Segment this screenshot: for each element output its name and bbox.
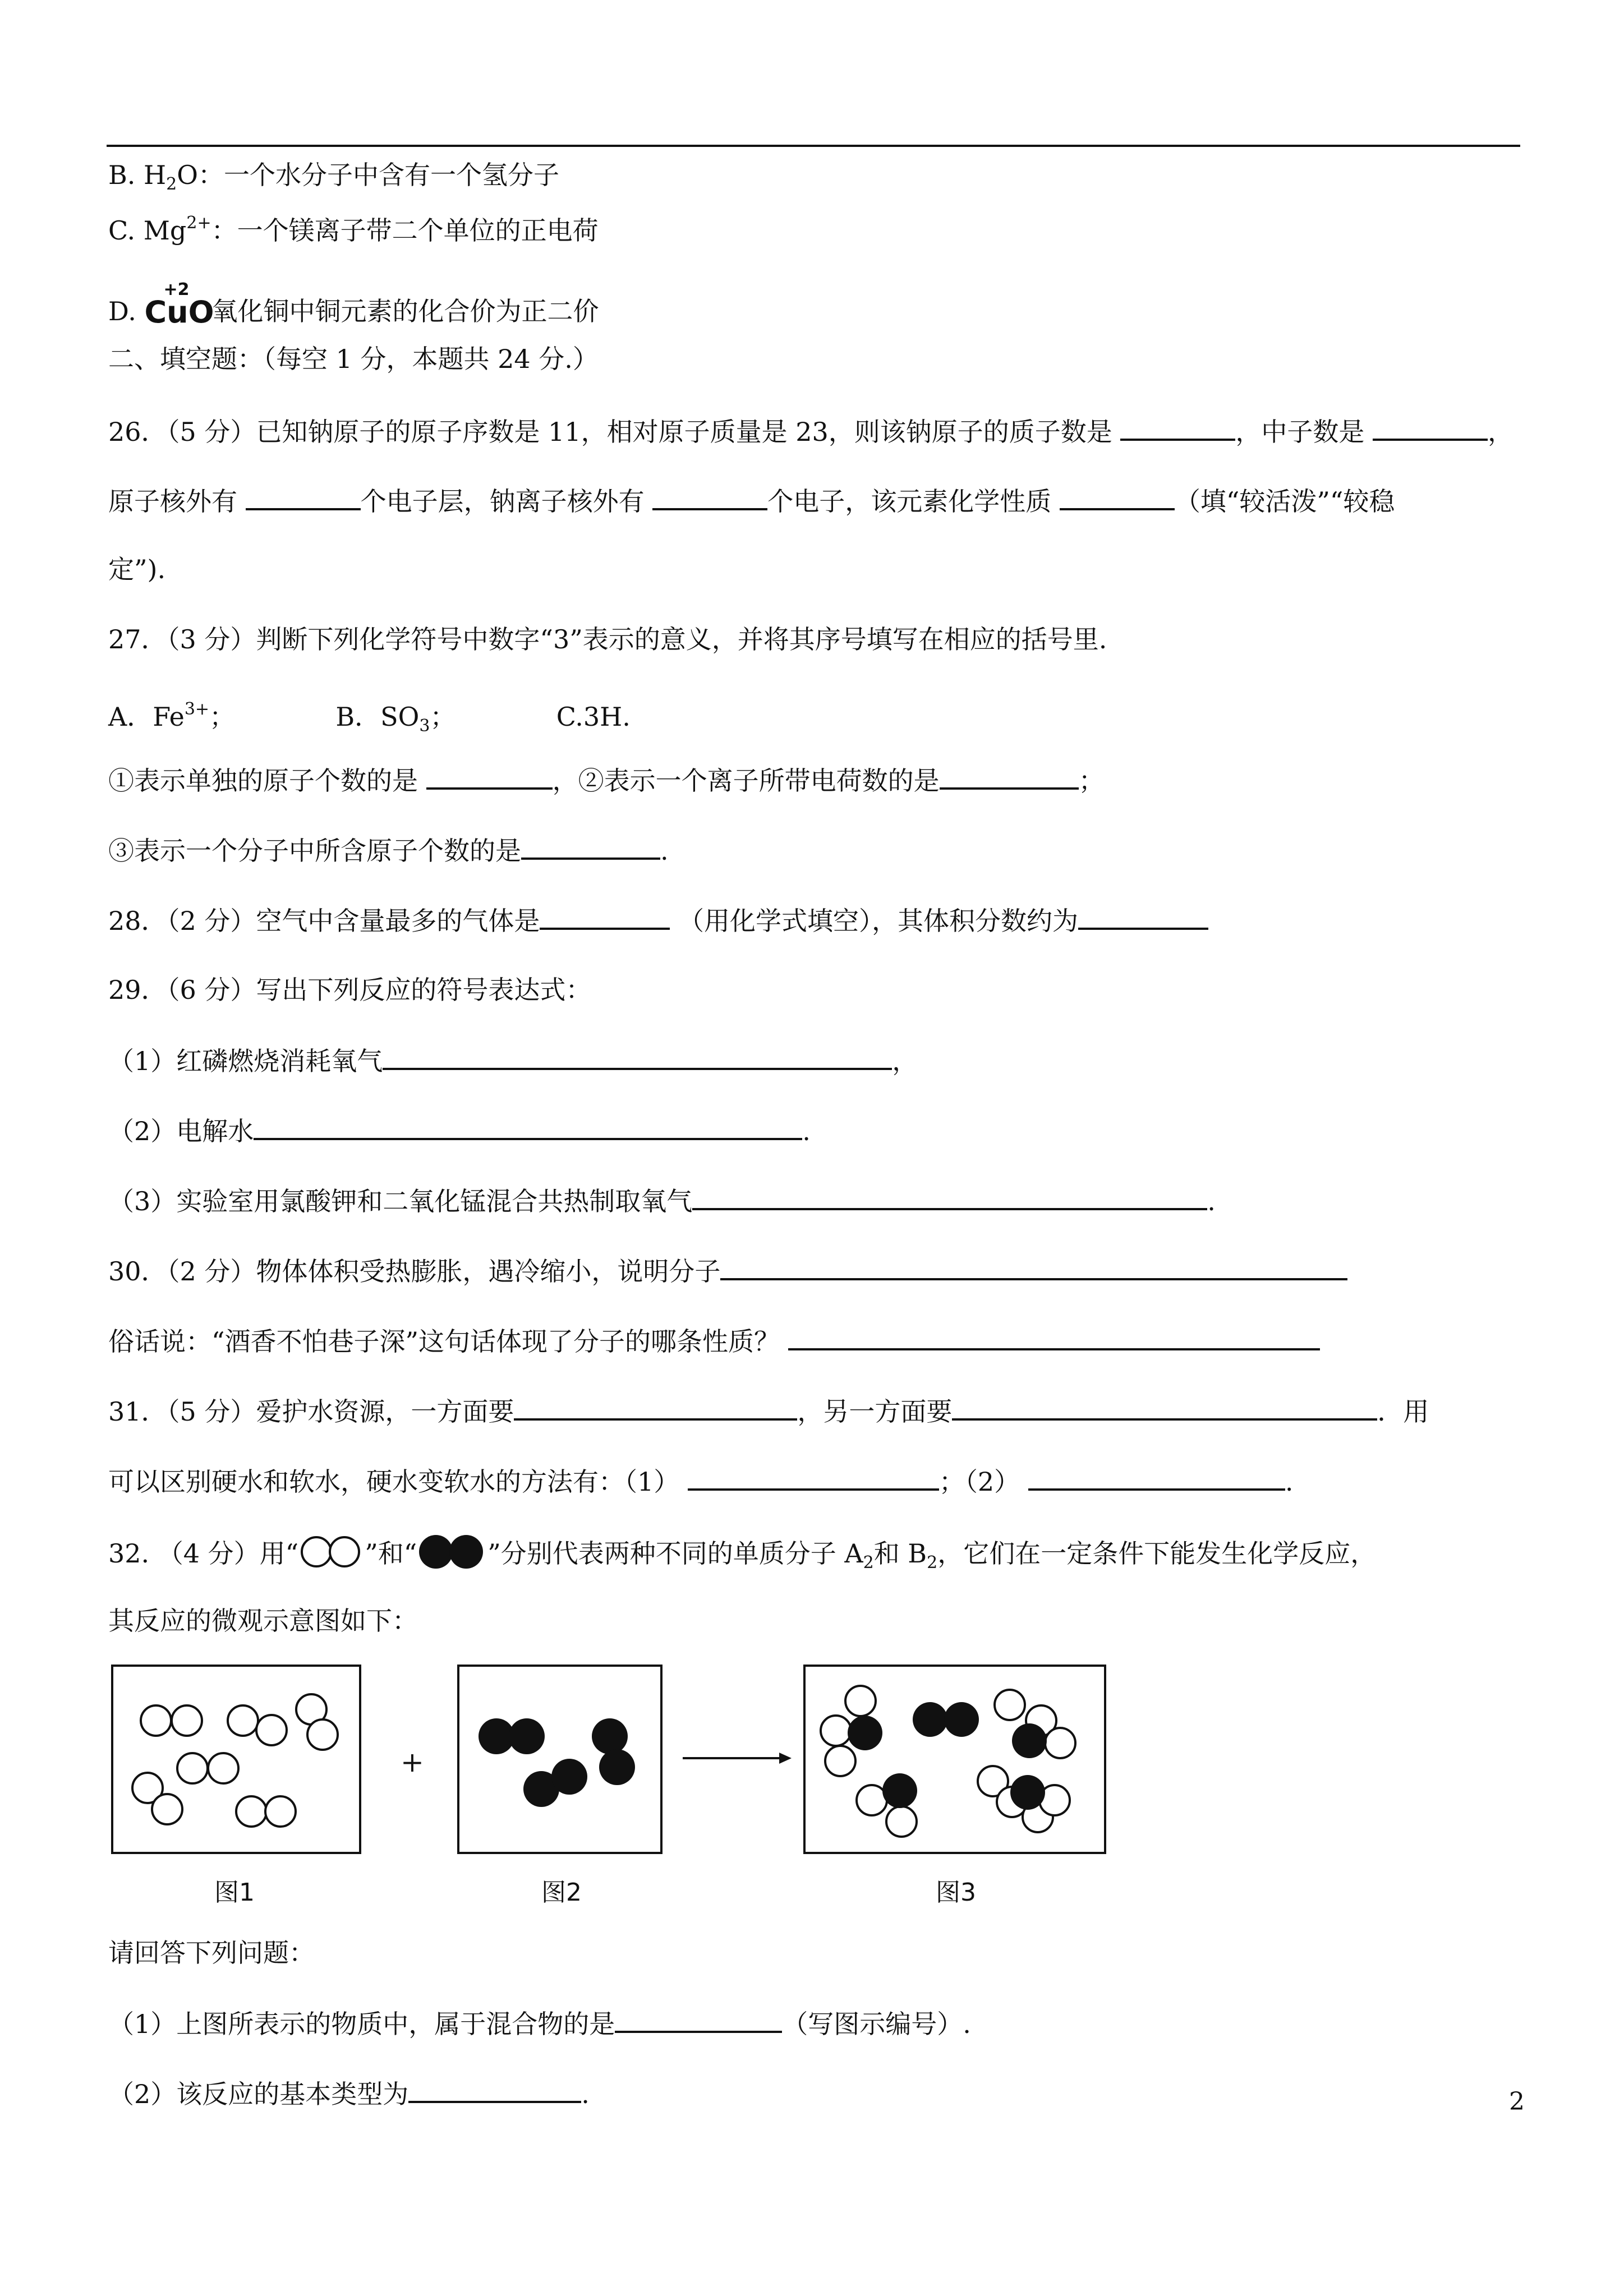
answer-blank[interactable] <box>540 903 670 930</box>
answer-blank[interactable] <box>514 1394 797 1421</box>
figure-3-box <box>803 1665 1106 1854</box>
q26-text-f: 个电子，该元素化学性质 <box>767 486 1052 517</box>
question-30 <box>108 1253 1347 1288</box>
q27-option-b-tail: ； <box>430 702 456 732</box>
q32-text-b: ”和“ <box>365 1538 417 1569</box>
q26-text-g: （填“较活泼”“较稳 <box>1174 486 1395 517</box>
q30-text: 30．（2 分）物体体积受热膨胀，遇冷缩小，说明分子 <box>108 1256 721 1287</box>
answer-blank[interactable] <box>615 2006 782 2033</box>
question-29: 29．（6 分）写出下列反应的符号表达式： <box>108 975 592 1005</box>
q31-text-e: ；（2） <box>938 1467 1020 1497</box>
question-27-part3 <box>108 833 669 868</box>
question-32-part1 <box>108 2006 971 2041</box>
q27-option-a: A．Fe <box>108 702 185 732</box>
answer-blank[interactable] <box>1373 414 1488 441</box>
answer-blank[interactable] <box>692 1183 1207 1210</box>
q32-text-a: 32. （4 分）用“ <box>108 1538 299 1569</box>
q32-text-d: 和 B <box>873 1538 927 1569</box>
q27-part3-text: ③表示一个分子中所含原子个数的是 <box>108 836 521 866</box>
q27-option-c: C.3H. <box>556 702 631 732</box>
answer-blank[interactable] <box>652 483 767 510</box>
q26-text-c: ， <box>1487 417 1513 447</box>
option-b-tail: O：一个水分子中含有一个氢分子 <box>177 160 559 190</box>
cuo-valence-formula <box>144 280 214 330</box>
subscript: 3 <box>419 716 430 736</box>
cuo-formula: CuO <box>144 294 214 330</box>
figure-2-box <box>457 1665 663 1854</box>
valence-mark: +2 <box>163 280 190 299</box>
answer-blank[interactable] <box>1120 414 1235 441</box>
subscript: 2 <box>863 1553 874 1573</box>
answer-blank[interactable] <box>254 1113 802 1140</box>
question-30-part2 <box>108 1324 1320 1358</box>
plus-sign: + <box>401 1746 424 1778</box>
question-29-part2 <box>108 1113 811 1148</box>
header-rule <box>107 145 1520 147</box>
question-26-line2 <box>108 483 1395 518</box>
q26-text-a: 26．（5 分）已知钠原子的原子序数是 11，相对原子质量是 23，则该钠原子的质子数是 <box>108 417 1112 447</box>
punctuation: . <box>802 1116 811 1146</box>
page-number: 2 <box>1509 2087 1525 2116</box>
q31-text-a: 31．（5 分）爱护水资源，一方面要 <box>108 1396 514 1427</box>
reaction-arrow-icon <box>682 1750 794 1767</box>
figure-3-caption: 图3 <box>936 1878 976 1907</box>
q32-part2-text: （2）该反应的基本类型为 <box>108 2079 409 2109</box>
answer-blank[interactable] <box>688 1464 939 1491</box>
q27-option-a-tail: ； <box>209 702 236 732</box>
b2-molecule-icon <box>417 1534 487 1578</box>
answer-blank[interactable] <box>1060 483 1175 510</box>
q31-text-f: . <box>1285 1467 1294 1497</box>
superscript: 2+ <box>186 213 211 233</box>
punctuation: . <box>660 836 669 866</box>
question-32-line2: 其反应的微观示意图如下： <box>108 1606 418 1636</box>
subscript: 2 <box>927 1553 938 1573</box>
option-c-text: C. Mg <box>108 215 187 246</box>
option-c <box>108 206 599 247</box>
q27-part1-text: ①表示单独的原子个数的是 <box>108 766 418 796</box>
q26-text-e: 个电子层，钠离子核外有 <box>360 486 645 517</box>
q28-text-b: （用化学式填空），其体积分数约为 <box>678 906 1079 936</box>
answer-blank[interactable] <box>246 483 361 510</box>
q29-part2-text: （2）电解水 <box>108 1116 254 1146</box>
question-28 <box>108 903 1208 938</box>
answer-blank[interactable] <box>408 2076 581 2103</box>
answer-blank[interactable] <box>383 1043 892 1070</box>
option-b <box>108 158 559 201</box>
q31-text-b: ，另一方面要 <box>797 1396 953 1427</box>
question-29-part1 <box>108 1043 918 1078</box>
q32-text-c: ”分别代表两种不同的单质分子 A <box>487 1538 863 1569</box>
answer-blank[interactable] <box>940 763 1079 790</box>
figure-1-caption: 图1 <box>214 1878 255 1907</box>
option-c-tail: ：一个镁离子带二个单位的正电荷 <box>211 215 599 246</box>
q32-part1-text: （1）上图所表示的物质中，属于混合物的是 <box>108 2009 615 2039</box>
question-31-line1 <box>108 1394 1429 1428</box>
q32-text-e: ，它们在一定条件下能发生化学反应， <box>937 1538 1377 1569</box>
q29-part1-text: （1）红磷燃烧消耗氧气 <box>108 1046 383 1076</box>
option-d <box>108 280 599 330</box>
question-29-part3 <box>108 1183 1216 1218</box>
question-27: 27．（3 分）判断下列化学符号中数字“3”表示的意义，并将其序号填写在相应的括号里. <box>108 624 1107 654</box>
answer-prompt: 请回答下列问题： <box>108 1938 315 1968</box>
answer-blank[interactable] <box>952 1394 1377 1421</box>
q27-part2-text: ，②表示一个离子所带电荷数的是 <box>552 766 940 796</box>
question-32-part2 <box>108 2076 590 2111</box>
punctuation: . <box>581 2079 590 2109</box>
question-31-line2 <box>108 1464 1293 1499</box>
option-d-tail: 氧化铜中铜元素的化合价为正二价 <box>211 296 599 326</box>
punctuation: . <box>1207 1186 1216 1216</box>
q27-option-b: B．SO <box>335 702 420 732</box>
q26-text-b: ，中子数是 <box>1235 417 1365 447</box>
q26-text-d: 原子核外有 <box>108 486 237 517</box>
punctuation: ； <box>1078 766 1105 796</box>
a2-molecule-icon <box>298 1534 365 1578</box>
superscript: 3+ <box>184 699 210 719</box>
figure-2-caption: 图2 <box>541 1878 582 1907</box>
question-27-options <box>108 693 631 743</box>
subscript: 2 <box>166 174 177 194</box>
question-26-line3: 定”). <box>108 554 166 584</box>
punctuation: ， <box>892 1046 918 1076</box>
answer-blank[interactable] <box>1028 1464 1285 1491</box>
answer-blank[interactable] <box>1078 903 1208 930</box>
q31-text-d: 可以区别硬水和软水，硬水变软水的方法有：（1） <box>108 1467 680 1497</box>
question-32-line1 <box>108 1534 1376 1580</box>
figure-1-box <box>111 1665 361 1854</box>
q32-part1-end: （写图示编号）. <box>782 2009 971 2039</box>
q28-text-a: 28．（2 分）空气中含量最多的气体是 <box>108 906 540 936</box>
question-27-part1 <box>108 763 1105 797</box>
question-26-line1 <box>108 414 1513 449</box>
answer-blank[interactable] <box>521 833 660 860</box>
answer-blank[interactable] <box>788 1324 1320 1350</box>
option-d-label: D. <box>108 296 136 326</box>
q30-text-b: 俗话说：“酒香不怕巷子深”这句话体现了分子的哪条性质？ <box>108 1326 780 1357</box>
q31-text-c: ．用 <box>1377 1396 1429 1427</box>
option-b-text: B. H <box>108 160 167 190</box>
answer-blank[interactable] <box>426 763 553 790</box>
answer-blank[interactable] <box>720 1253 1347 1280</box>
q29-part3-text: （3）实验室用氯酸钾和二氧化锰混合共热制取氧气 <box>108 1186 693 1216</box>
section-heading: 二、填空题：（每空 1 分，本题共 24 分.） <box>108 344 599 374</box>
